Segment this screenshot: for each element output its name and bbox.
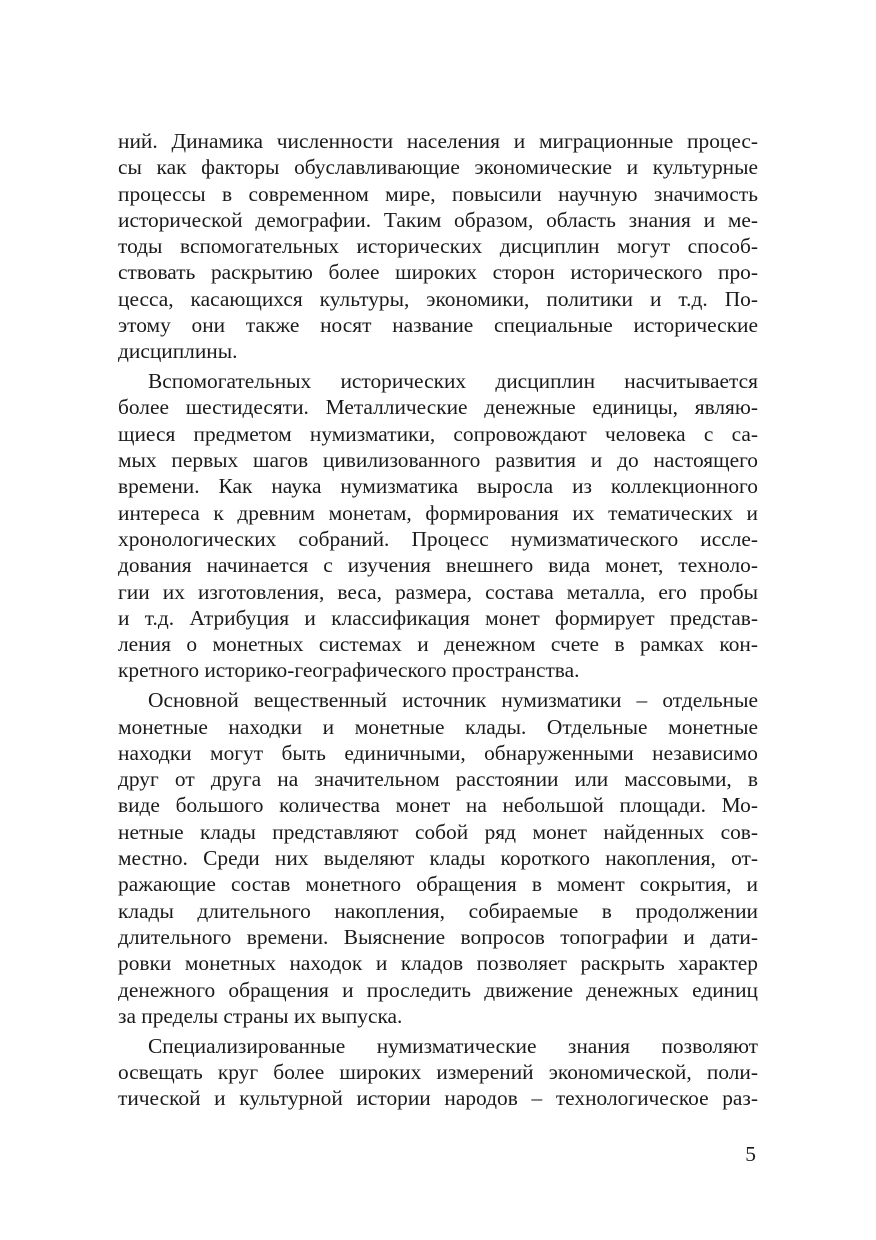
text-line: ствовать раскрытию более широких сторон исторического про- xyxy=(118,260,758,285)
text-line: освещать круг более широких измерений экономической, поли- xyxy=(118,1059,758,1084)
text-line: хронологических собраний. Процесс нумизматического иссле- xyxy=(118,526,758,551)
text-line: длительного времени. Выяснение вопросов топографии и дати- xyxy=(118,924,758,949)
text-line: местно. Среди них выделяют клады короткого накопления, от- xyxy=(118,846,758,871)
text-line: ражающие состав монетного обращения в момент сокрытия, и xyxy=(118,872,758,897)
text-line: денежного обращения и проследить движение денежных единиц xyxy=(118,977,758,1002)
text-line: интереса к древним монетам, формирования их тематических и xyxy=(118,500,758,525)
body-text xyxy=(118,128,758,1115)
paragraph-4 xyxy=(118,1033,758,1112)
text-line: друг от друга на значительном расстоянии или массовыми, в xyxy=(118,767,758,792)
text-line: дования начинается с изучения внешнего вида монет, техноло- xyxy=(118,553,758,578)
text-line: за пределы страны их выпуска. xyxy=(118,1003,403,1028)
text-line: находки могут быть единичными, обнаруженными независимо xyxy=(118,740,758,765)
text-line: ления о монетных системах и денежном счете в рамках кон- xyxy=(118,632,758,657)
text-line: щиеся предметом нумизматики, сопровождают человека с са- xyxy=(118,421,758,446)
text-line: кретного историко-географического пространства. xyxy=(118,658,580,683)
text-line: тической и культурной истории народов – технологическое раз- xyxy=(118,1086,758,1111)
text-line: монетные находки и монетные клады. Отдельные монетные xyxy=(118,714,758,739)
text-line: этому они также носят название специальные исторические xyxy=(118,313,758,338)
text-line: ровки монетных находок и кладов позволяет раскрыть характер xyxy=(118,951,758,976)
text-line: тоды вспомогательных исторических дисциплин могут способ- xyxy=(118,234,758,259)
text-line: Вспомогательных исторических дисциплин насчитывается xyxy=(148,369,758,394)
text-line: более шестидесяти. Металлические денежные единицы, являю- xyxy=(118,395,758,420)
text-line: Основной вещественный источник нумизматики – отдельные xyxy=(148,688,758,713)
text-line: сы как факторы обуславливающие экономические и культурные xyxy=(118,155,758,180)
text-line: клады длительного накопления, собираемые в продолжении xyxy=(118,898,758,923)
text-line: процессы в современном мире, повысили научную значимость xyxy=(118,181,758,206)
text-line: дисциплины. xyxy=(118,339,238,364)
paragraph-3 xyxy=(118,687,758,1029)
page-number: 5 xyxy=(745,1142,756,1166)
text-line: Специализированные нумизматические знания позволяют xyxy=(148,1033,758,1058)
text-line: виде большого количества монет на небольшой площади. Мо- xyxy=(118,793,758,818)
paragraph-1 xyxy=(118,128,758,365)
text-line: мых первых шагов цивилизованного развития и до настоящего xyxy=(118,448,758,473)
text-line: ний. Динамика численности населения и миграционные процес- xyxy=(118,129,758,153)
text-line: нетные клады представляют собой ряд монет найденных сов- xyxy=(118,819,758,844)
text-line: цесса, касающихся культуры, экономики, политики и т.д. По- xyxy=(118,286,758,311)
text-line: гии их изготовления, веса, размера, состава металла, его пробы xyxy=(118,579,758,604)
text-line: и т.д. Атрибуция и классификация монет формирует представ- xyxy=(118,605,758,630)
paragraph-2 xyxy=(118,368,758,684)
text-line: исторической демографии. Таким образом, область знания и ме- xyxy=(118,207,758,232)
text-line: времени. Как наука нумизматика выросла из коллекционного xyxy=(118,474,758,499)
